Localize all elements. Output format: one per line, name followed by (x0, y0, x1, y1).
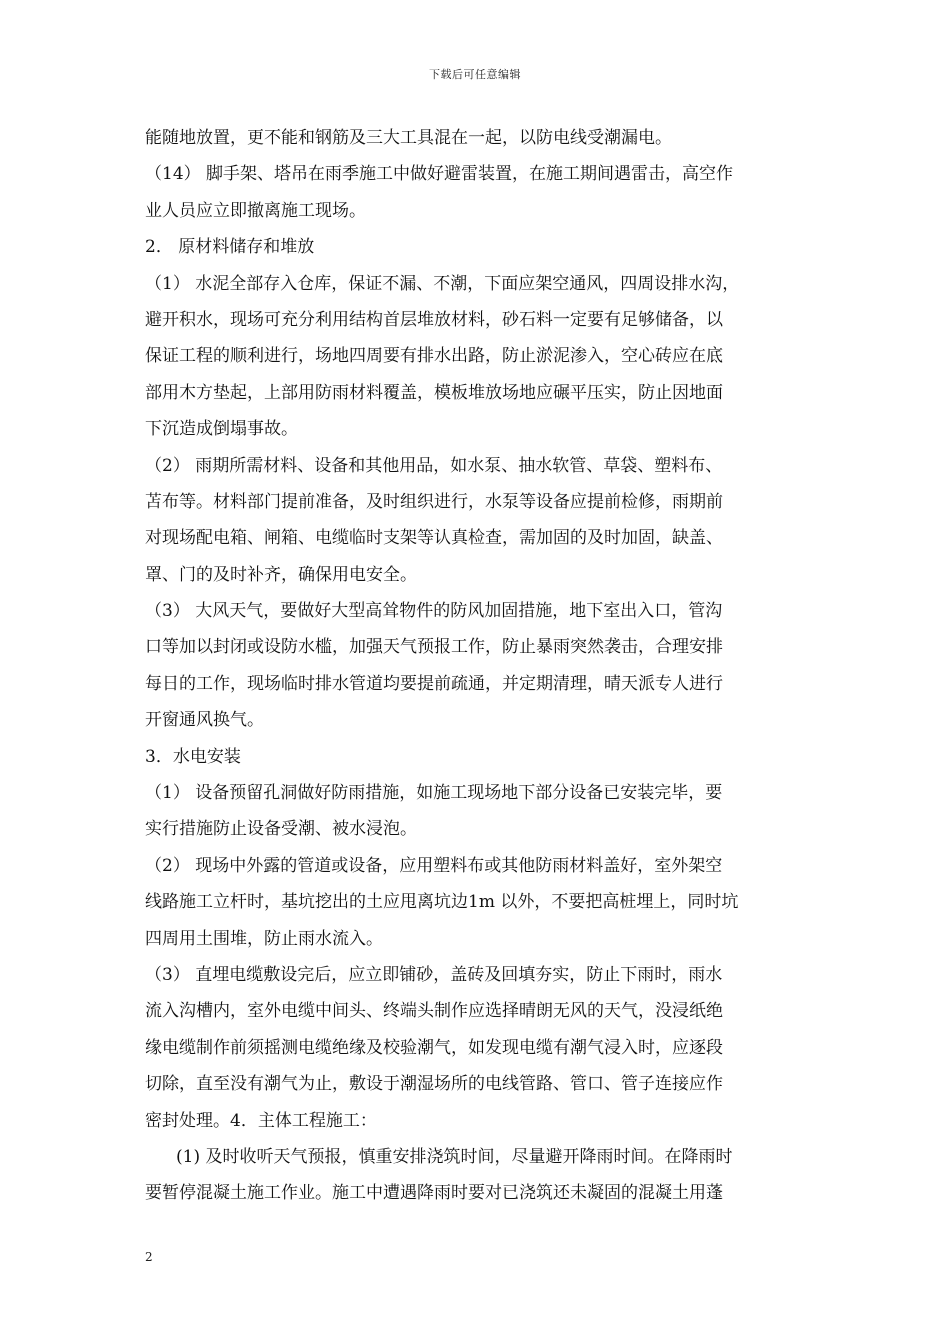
text-line: 苫布等。材料部门提前准备，及时组织进行，水泵等设备应提前检修，雨期前 (145, 491, 723, 512)
text-line: 能随地放置，更不能和钢筋及三大工具混在一起，以防电线受潮漏电。 (145, 128, 672, 148)
text-line: 四周用土围堆，防止雨水流入。 (145, 928, 383, 949)
text-line: 下沉造成倒塌事故。 (145, 419, 298, 440)
page-number: 2 (145, 1250, 153, 1264)
text-line: （3） 直埋电缆敷设完后，应立即铺砂，盖砖及回填夯实，防止下雨时，雨水 (145, 964, 723, 985)
text-line: 流入沟槽内，室外电缆中间头、终端头制作应选择晴朗无风的天气，没浸纸绝 (145, 1001, 723, 1022)
text-line: 切除，直至没有潮气为止，敷设于潮湿场所的电线管路、管口、管子连接应作 (145, 1074, 723, 1095)
text-line: （2） 现场中外露的管道或设备，应用塑料布或其他防雨材料盖好，室外架空 (145, 855, 723, 876)
text-line: 罩、门的及时补齐，确保用电安全。 (145, 564, 417, 585)
document-body (145, 120, 811, 1212)
text-line: 口等加以封闭或设防水槛，加强天气预报工作，防止暴雨突然袭击，合理安排 (145, 637, 723, 658)
text-line: 实行措施防止设备受潮、被水浸泡。 (145, 819, 417, 840)
text-line: 密封处理。4．主体工程施工： (145, 1110, 377, 1131)
text-line: （2） 雨期所需材料、设备和其他用品，如水泵、抽水软管、草袋、塑料布、 (145, 455, 723, 476)
text-line: 线路施工立杆时，基坑挖出的土应甩离坑边1m 以外，不要把高桩埋上，同时坑 (145, 892, 739, 913)
text-line: 业人员应立即撤离施工现场。 (145, 200, 366, 221)
page-header: 下载后可任意编辑 (429, 68, 521, 81)
text-line: 保证工程的顺利进行，场地四周要有排水出路，防止淤泥渗入，空心砖应在底 (145, 346, 723, 367)
text-line: 缘电缆制作前须摇测电缆绝缘及校验潮气，如发现电缆有潮气浸入时，应逐段 (145, 1037, 723, 1058)
text-line: 要暂停混凝土施工作业。施工中遭遇降雨时要对已浇筑还未凝固的混凝土用蓬 (145, 1183, 723, 1204)
text-line: （1） 设备预留孔洞做好防雨措施，如施工现场地下部分设备已安装完毕，要 (145, 783, 723, 804)
text-line: 对现场配电箱、闸箱、电缆临时支架等认真检查，需加固的及时加固，缺盖、 (145, 528, 723, 549)
text-line: 部用木方垫起，上部用防雨材料覆盖，模板堆放场地应碾平压实，防止因地面 (145, 382, 723, 403)
text-line: （14） 脚手架、塔吊在雨季施工中做好避雷装置，在施工期间遇雷击，高空作 (145, 164, 734, 185)
section-heading: 2． 原材料储存和堆放 (145, 237, 315, 258)
text-line: 每日的工作，现场临时排水管道均要提前疏通，并定期清理，晴天派专人进行 (145, 673, 723, 694)
text-line: 避开积水，现场可充分利用结构首层堆放材料，砂石料一定要有足够储备，以 (145, 309, 723, 330)
text-line: (1) 及时收听天气预报，慎重安排浇筑时间，尽量避开降雨时间。在降雨时 (176, 1146, 733, 1167)
text-line: 开窗通风换气。 (145, 710, 264, 731)
text-line: （3） 大风天气，要做好大型高耸物件的防风加固措施，地下室出入口，管沟 (145, 601, 723, 622)
text-line: （1） 水泥全部存入仓库，保证不漏、不潮，下面应架空通风，四周设排水沟， (145, 273, 740, 294)
section-heading: 3．水电安装 (145, 746, 241, 767)
